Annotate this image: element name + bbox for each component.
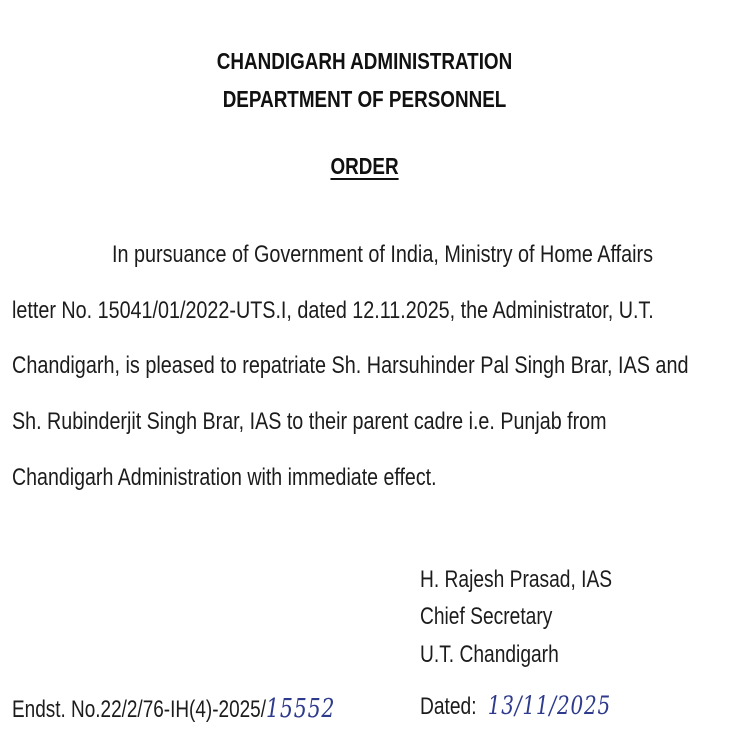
body-line-3: Chandigarh, is pleased to repatriate Sh. Harsuhinder Pal Singh Brar, IAS and <box>12 352 689 379</box>
endorsement-label: Endst. No.22/2/76-IH(4)-2025/ <box>12 696 266 723</box>
signatory-name: H. Rajesh Prasad, IAS <box>420 566 613 593</box>
order-title-text: ORDER <box>330 153 399 179</box>
order-title <box>0 153 729 180</box>
header-administration: CHANDIGARH ADMINISTRATION <box>216 48 513 74</box>
body-line-1: In pursuance of Government of India, Ministry of Home Affairs <box>112 241 653 268</box>
signatory-office: U.T. Chandigarh <box>420 641 559 668</box>
handwritten-date: 13/11/2025 <box>487 691 612 720</box>
body-line-5: Chandigarh Administration with immediate effect. <box>12 464 437 491</box>
handwritten-endorsement-number: 15552 <box>265 694 336 724</box>
dated-line <box>420 691 611 721</box>
header-department: DEPARTMENT OF PERSONNEL <box>222 86 507 112</box>
dated-label: Dated: <box>420 693 477 720</box>
body-line-4: Sh. Rubinderjit Singh Brar, IAS to their parent cadre i.e. Punjab from <box>12 408 607 435</box>
endorsement-number <box>12 694 335 724</box>
body-line-2: letter No. 15041/01/2022-UTS.I, dated 12.11.2025, the Administrator, U.T. <box>12 297 654 324</box>
signatory-designation: Chief Secretary <box>420 603 553 630</box>
